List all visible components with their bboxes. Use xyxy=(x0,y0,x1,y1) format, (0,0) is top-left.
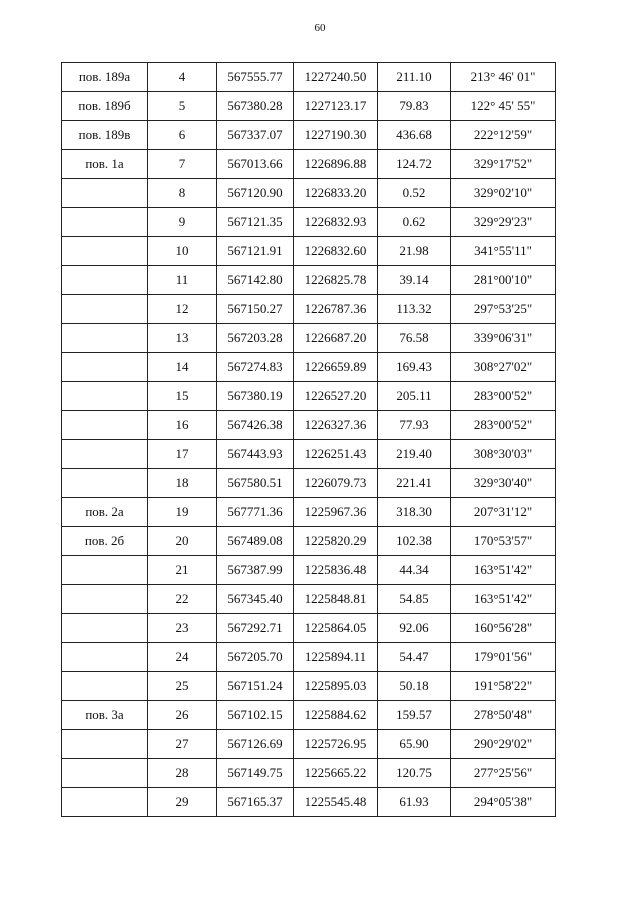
turn-point-name-cell xyxy=(62,469,148,498)
x-coordinate-cell: 567274.83 xyxy=(217,353,294,382)
turn-point-name-cell xyxy=(62,382,148,411)
turn-point-name-cell xyxy=(62,672,148,701)
point-number-cell: 28 xyxy=(148,759,217,788)
coordinates-table-body xyxy=(62,63,556,817)
point-number-cell: 10 xyxy=(148,237,217,266)
turn-point-name-cell xyxy=(62,295,148,324)
direction-angle-cell: 283°00'52" xyxy=(451,411,556,440)
table-row xyxy=(62,266,556,295)
direction-angle-cell: 170°53'57" xyxy=(451,527,556,556)
y-coordinate-cell: 1226327.36 xyxy=(294,411,378,440)
segment-length-cell: 318.30 xyxy=(378,498,451,527)
table-row xyxy=(62,237,556,266)
y-coordinate-cell: 1225665.22 xyxy=(294,759,378,788)
x-coordinate-cell: 567205.70 xyxy=(217,643,294,672)
point-number-cell: 13 xyxy=(148,324,217,353)
segment-length-cell: 102.38 xyxy=(378,527,451,556)
point-number-cell: 16 xyxy=(148,411,217,440)
segment-length-cell: 124.72 xyxy=(378,150,451,179)
table-row xyxy=(62,788,556,817)
turn-point-name-cell xyxy=(62,411,148,440)
table-row xyxy=(62,759,556,788)
turn-point-name-cell xyxy=(62,759,148,788)
y-coordinate-cell: 1226832.60 xyxy=(294,237,378,266)
table-row xyxy=(62,411,556,440)
turn-point-name-cell xyxy=(62,208,148,237)
direction-angle-cell: 277°25'56" xyxy=(451,759,556,788)
direction-angle-cell: 179°01'56" xyxy=(451,643,556,672)
direction-angle-cell: 329°30'40" xyxy=(451,469,556,498)
direction-angle-cell: 294°05'38" xyxy=(451,788,556,817)
x-coordinate-cell: 567149.75 xyxy=(217,759,294,788)
point-number-cell: 26 xyxy=(148,701,217,730)
segment-length-cell: 221.41 xyxy=(378,469,451,498)
turn-point-name-cell xyxy=(62,353,148,382)
segment-length-cell: 54.85 xyxy=(378,585,451,614)
segment-length-cell: 169.43 xyxy=(378,353,451,382)
y-coordinate-cell: 1225836.48 xyxy=(294,556,378,585)
segment-length-cell: 92.06 xyxy=(378,614,451,643)
segment-length-cell: 113.32 xyxy=(378,295,451,324)
y-coordinate-cell: 1226832.93 xyxy=(294,208,378,237)
turn-point-name-cell xyxy=(62,788,148,817)
y-coordinate-cell: 1226659.89 xyxy=(294,353,378,382)
point-number-cell: 9 xyxy=(148,208,217,237)
table-row xyxy=(62,730,556,759)
y-coordinate-cell: 1225820.29 xyxy=(294,527,378,556)
direction-angle-cell: 297°53'25" xyxy=(451,295,556,324)
turn-point-name-cell xyxy=(62,179,148,208)
x-coordinate-cell: 567292.71 xyxy=(217,614,294,643)
x-coordinate-cell: 567150.27 xyxy=(217,295,294,324)
direction-angle-cell: 213° 46' 01" xyxy=(451,63,556,92)
point-number-cell: 11 xyxy=(148,266,217,295)
x-coordinate-cell: 567121.91 xyxy=(217,237,294,266)
point-number-cell: 27 xyxy=(148,730,217,759)
turn-point-name-cell xyxy=(62,585,148,614)
y-coordinate-cell: 1226251.43 xyxy=(294,440,378,469)
segment-length-cell: 120.75 xyxy=(378,759,451,788)
table-row xyxy=(62,643,556,672)
x-coordinate-cell: 567771.36 xyxy=(217,498,294,527)
y-coordinate-cell: 1225884.62 xyxy=(294,701,378,730)
turn-point-name-cell xyxy=(62,730,148,759)
y-coordinate-cell: 1226787.36 xyxy=(294,295,378,324)
point-number-cell: 21 xyxy=(148,556,217,585)
table-row xyxy=(62,150,556,179)
direction-angle-cell: 207°31'12" xyxy=(451,498,556,527)
segment-length-cell: 76.58 xyxy=(378,324,451,353)
direction-angle-cell: 329°02'10" xyxy=(451,179,556,208)
point-number-cell: 19 xyxy=(148,498,217,527)
point-number-cell: 6 xyxy=(148,121,217,150)
y-coordinate-cell: 1225895.03 xyxy=(294,672,378,701)
y-coordinate-cell: 1226825.78 xyxy=(294,266,378,295)
y-coordinate-cell: 1227123.17 xyxy=(294,92,378,121)
turn-point-name-cell: пов. 189а xyxy=(62,63,148,92)
segment-length-cell: 211.10 xyxy=(378,63,451,92)
y-coordinate-cell: 1225545.48 xyxy=(294,788,378,817)
point-number-cell: 7 xyxy=(148,150,217,179)
segment-length-cell: 61.93 xyxy=(378,788,451,817)
x-coordinate-cell: 567489.08 xyxy=(217,527,294,556)
table-row xyxy=(62,498,556,527)
coordinates-table xyxy=(61,62,556,817)
turn-point-name-cell xyxy=(62,643,148,672)
segment-length-cell: 77.93 xyxy=(378,411,451,440)
turn-point-name-cell xyxy=(62,237,148,266)
x-coordinate-cell: 567126.69 xyxy=(217,730,294,759)
point-number-cell: 12 xyxy=(148,295,217,324)
x-coordinate-cell: 567203.28 xyxy=(217,324,294,353)
direction-angle-cell: 191°58'22" xyxy=(451,672,556,701)
turn-point-name-cell xyxy=(62,556,148,585)
point-number-cell: 22 xyxy=(148,585,217,614)
direction-angle-cell: 339°06'31" xyxy=(451,324,556,353)
table-row xyxy=(62,92,556,121)
direction-angle-cell: 122° 45' 55" xyxy=(451,92,556,121)
x-coordinate-cell: 567337.07 xyxy=(217,121,294,150)
table-row xyxy=(62,382,556,411)
y-coordinate-cell: 1226079.73 xyxy=(294,469,378,498)
x-coordinate-cell: 567387.99 xyxy=(217,556,294,585)
y-coordinate-cell: 1226527.20 xyxy=(294,382,378,411)
segment-length-cell: 436.68 xyxy=(378,121,451,150)
point-number-cell: 24 xyxy=(148,643,217,672)
direction-angle-cell: 222°12'59" xyxy=(451,121,556,150)
table-row xyxy=(62,672,556,701)
direction-angle-cell: 329°29'23" xyxy=(451,208,556,237)
direction-angle-cell: 329°17'52" xyxy=(451,150,556,179)
y-coordinate-cell: 1225726.95 xyxy=(294,730,378,759)
segment-length-cell: 205.11 xyxy=(378,382,451,411)
table-row xyxy=(62,527,556,556)
segment-length-cell: 21.98 xyxy=(378,237,451,266)
direction-angle-cell: 290°29'02" xyxy=(451,730,556,759)
segment-length-cell: 54.47 xyxy=(378,643,451,672)
point-number-cell: 25 xyxy=(148,672,217,701)
turn-point-name-cell: пов. 189б xyxy=(62,92,148,121)
point-number-cell: 5 xyxy=(148,92,217,121)
segment-length-cell: 79.83 xyxy=(378,92,451,121)
segment-length-cell: 50.18 xyxy=(378,672,451,701)
x-coordinate-cell: 567120.90 xyxy=(217,179,294,208)
segment-length-cell: 0.52 xyxy=(378,179,451,208)
point-number-cell: 15 xyxy=(148,382,217,411)
table-row xyxy=(62,295,556,324)
y-coordinate-cell: 1225967.36 xyxy=(294,498,378,527)
table-row xyxy=(62,614,556,643)
turn-point-name-cell xyxy=(62,324,148,353)
page-number: 60 xyxy=(314,22,326,34)
x-coordinate-cell: 567580.51 xyxy=(217,469,294,498)
point-number-cell: 20 xyxy=(148,527,217,556)
turn-point-name-cell: пов. 189в xyxy=(62,121,148,150)
turn-point-name-cell: пов. 2б xyxy=(62,527,148,556)
turn-point-name-cell xyxy=(62,440,148,469)
x-coordinate-cell: 567121.35 xyxy=(217,208,294,237)
direction-angle-cell: 308°27'02" xyxy=(451,353,556,382)
point-number-cell: 4 xyxy=(148,63,217,92)
table-row xyxy=(62,556,556,585)
segment-length-cell: 159.57 xyxy=(378,701,451,730)
turn-point-name-cell: пов. 1а xyxy=(62,150,148,179)
direction-angle-cell: 283°00'52" xyxy=(451,382,556,411)
turn-point-name-cell xyxy=(62,614,148,643)
x-coordinate-cell: 567443.93 xyxy=(217,440,294,469)
point-number-cell: 14 xyxy=(148,353,217,382)
y-coordinate-cell: 1227190.30 xyxy=(294,121,378,150)
direction-angle-cell: 163°51'42" xyxy=(451,556,556,585)
segment-length-cell: 39.14 xyxy=(378,266,451,295)
turn-point-name-cell: пов. 2а xyxy=(62,498,148,527)
x-coordinate-cell: 567380.19 xyxy=(217,382,294,411)
point-number-cell: 29 xyxy=(148,788,217,817)
table-row xyxy=(62,440,556,469)
direction-angle-cell: 281°00'10" xyxy=(451,266,556,295)
table-row xyxy=(62,179,556,208)
direction-angle-cell: 160°56'28" xyxy=(451,614,556,643)
point-number-cell: 8 xyxy=(148,179,217,208)
table-row xyxy=(62,469,556,498)
table-row xyxy=(62,353,556,382)
x-coordinate-cell: 567345.40 xyxy=(217,585,294,614)
x-coordinate-cell: 567555.77 xyxy=(217,63,294,92)
y-coordinate-cell: 1226687.20 xyxy=(294,324,378,353)
y-coordinate-cell: 1226833.20 xyxy=(294,179,378,208)
point-number-cell: 23 xyxy=(148,614,217,643)
segment-length-cell: 65.90 xyxy=(378,730,451,759)
point-number-cell: 18 xyxy=(148,469,217,498)
table-row xyxy=(62,585,556,614)
y-coordinate-cell: 1225894.11 xyxy=(294,643,378,672)
y-coordinate-cell: 1226896.88 xyxy=(294,150,378,179)
y-coordinate-cell: 1227240.50 xyxy=(294,63,378,92)
table-row xyxy=(62,208,556,237)
x-coordinate-cell: 567013.66 xyxy=(217,150,294,179)
segment-length-cell: 0.62 xyxy=(378,208,451,237)
direction-angle-cell: 163°51'42" xyxy=(451,585,556,614)
table-row xyxy=(62,121,556,150)
turn-point-name-cell: пов. 3а xyxy=(62,701,148,730)
y-coordinate-cell: 1225864.05 xyxy=(294,614,378,643)
turn-point-name-cell xyxy=(62,266,148,295)
segment-length-cell: 219.40 xyxy=(378,440,451,469)
x-coordinate-cell: 567426.38 xyxy=(217,411,294,440)
direction-angle-cell: 308°30'03" xyxy=(451,440,556,469)
segment-length-cell: 44.34 xyxy=(378,556,451,585)
table-row xyxy=(62,701,556,730)
table-row xyxy=(62,63,556,92)
x-coordinate-cell: 567151.24 xyxy=(217,672,294,701)
x-coordinate-cell: 567380.28 xyxy=(217,92,294,121)
direction-angle-cell: 278°50'48" xyxy=(451,701,556,730)
y-coordinate-cell: 1225848.81 xyxy=(294,585,378,614)
point-number-cell: 17 xyxy=(148,440,217,469)
x-coordinate-cell: 567165.37 xyxy=(217,788,294,817)
x-coordinate-cell: 567102.15 xyxy=(217,701,294,730)
table-row xyxy=(62,324,556,353)
x-coordinate-cell: 567142.80 xyxy=(217,266,294,295)
direction-angle-cell: 341°55'11" xyxy=(451,237,556,266)
